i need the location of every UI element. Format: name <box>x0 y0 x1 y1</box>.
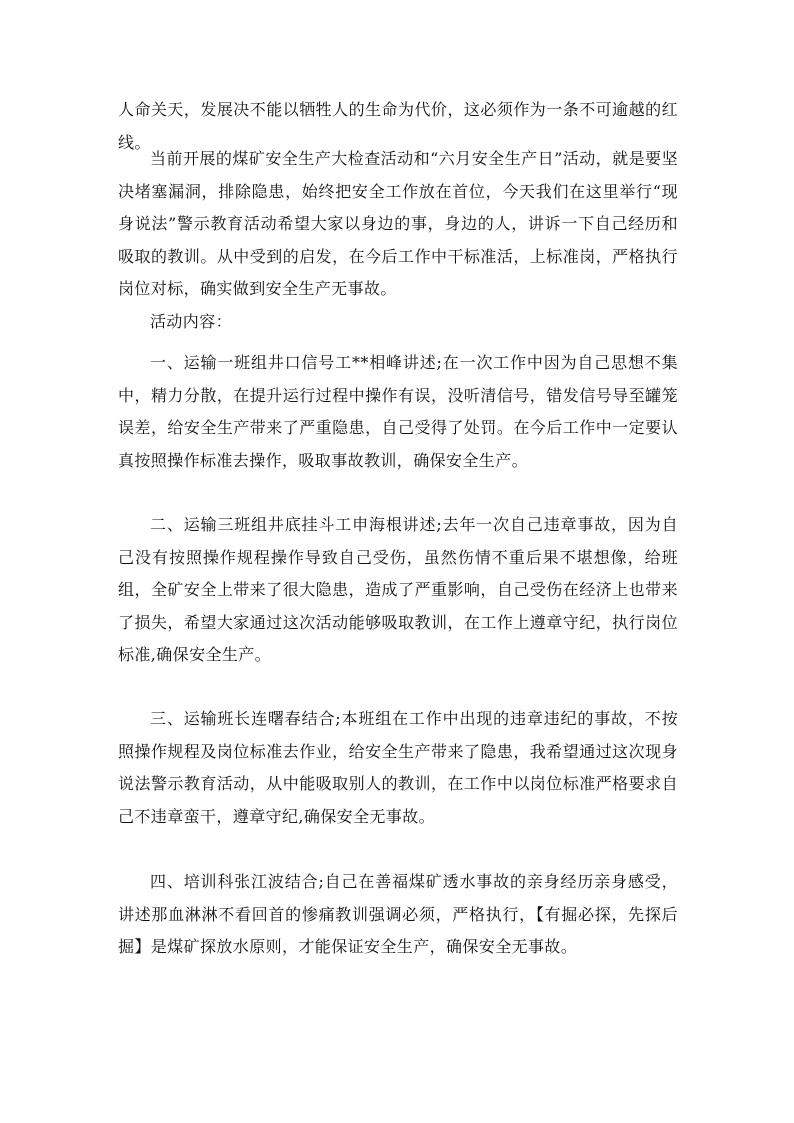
paragraph-intro: 当前开展的煤矿安全生产大检查活动和“六月安全生产日”活动，就是要坚决堵塞漏洞，排除隐患，始终把安全工作放在首位，今天我们在这里举行“现身说法”警示教育活动希望大家以身边的事，身边的人，讲诉一下自己经历和吸取的教训。从中受到的启发，在今后工作中干标准活，上标准岗，严格执行岗位对标，确实做到安全生产无事故。 <box>118 149 678 298</box>
paragraph-item-2: 二、运输三班组井底挂斗工申海根讲述;去年一次自己违章事故，因为自己没有按照操作规程操作导致自己受伤，虽然伤情不重后果不堪想像，给班组，全矿安全上带来了很大隐患，造成了严重影响，自己受伤在经济上也带来了损失，希望大家通过这次活动能够吸取教训，在工作上遵章守纪，执行岗位标准,确保安全生产。 <box>118 515 678 664</box>
paragraph-item-4: 四、培训科张江波结合;自己在善福煤矿透水事故的亲身经历亲身感受，讲述那血淋淋不看回首的惨痛教训强调必须，严格执行，【有掘必探，先探后掘】是煤矿探放水原则，才能保证安全生产，确保安全无事故。 <box>118 872 678 956</box>
paragraph-item-3: 三、运输班长连曙春结合;本班组在工作中出现的违章违纪的事故，不按照操作规程及岗位标准去作业，给安全生产带来了隐患，我希望通过这次现身说法警示教育活动，从中能吸取别人的教训，在工作中以岗位标准严格要求自己不违章蛮干，遵章守纪,确保安全无事故。 <box>118 709 678 826</box>
paragraph-opening: 人命关天，发展决不能以牺牲人的生命为代价，这必须作为一条不可逾越的红线。 <box>118 100 678 152</box>
paragraph-item-1: 一、运输一班组井口信号工**相峰讲述;在一次工作中因为自己思想不集中，精力分散，在提升运行过程中操作有误，没听清信号，错发信号导至罐笼误差，给安全生产带来了严重隐患，自己受得了处罚。在今后工作中一定要认真按照操作标准去操作，吸取事故教训，确保安全生产。 <box>118 353 678 470</box>
paragraph-activity-heading: 活动内容： <box>150 312 233 331</box>
